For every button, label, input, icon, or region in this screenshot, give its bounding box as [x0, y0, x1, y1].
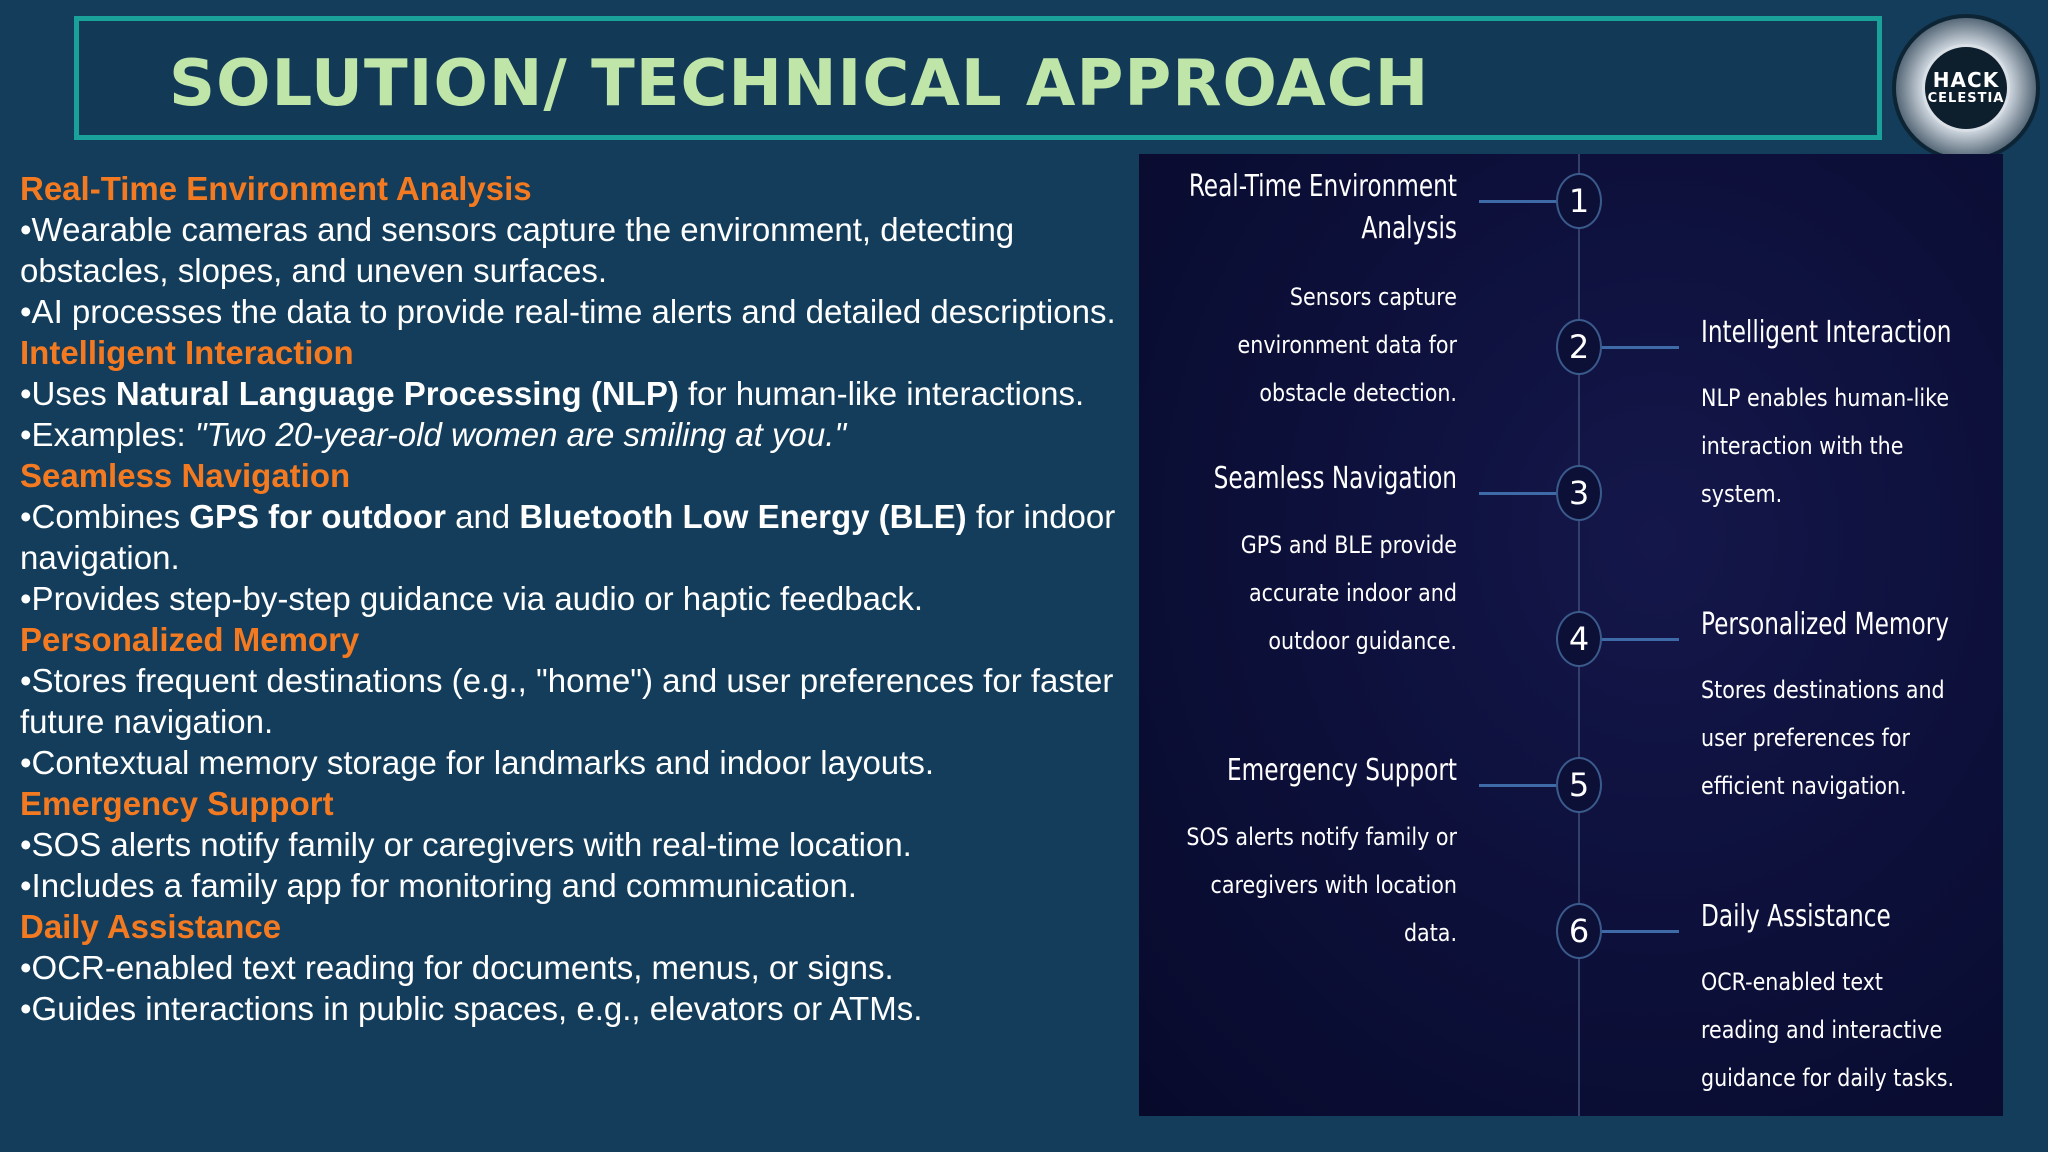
timeline-step-number: 4: [1556, 611, 1602, 667]
timeline-step-description: NLP enables human-like interaction with the system.: [1701, 384, 1950, 508]
timeline-step-number: 2: [1556, 319, 1602, 375]
timeline-step-number: 5: [1556, 757, 1602, 813]
logo-text-line2: CELESTIA: [1927, 91, 2005, 106]
timeline-step-number: 3: [1556, 465, 1602, 521]
section-bullet: •Provides step-by-step guidance via audio or haptic feedback.: [20, 580, 924, 617]
timeline-connector: [1479, 492, 1556, 495]
section-bullet: •Guides interactions in public spaces, e.g., elevators or ATMs.: [20, 990, 923, 1027]
timeline-step-number: 1: [1556, 173, 1602, 229]
page-title: SOLUTION/ TECHNICAL APPROACH: [169, 47, 1430, 121]
timeline-connector: [1602, 346, 1679, 349]
section-bullet: •SOS alerts notify family or caregivers with real-time location.: [20, 826, 912, 863]
section-heading: Emergency Support: [20, 785, 334, 822]
timeline-panel: [1139, 154, 2003, 1116]
section-bullet: •Combines GPS for outdoor and Bluetooth Low Energy (BLE) for indoor navigation.: [20, 498, 1116, 576]
section-bullet: •Contextual memory storage for landmarks and indoor layouts.: [20, 744, 934, 781]
title-banner: [74, 16, 1882, 140]
logo-text-line1: HACK: [1932, 68, 2000, 92]
logo-badge: [1922, 44, 2010, 132]
timeline-connector: [1479, 200, 1556, 203]
timeline-step-description: Stores destinations and user preferences for efficient navigation.: [1701, 676, 1945, 800]
section-bullet: •OCR-enabled text reading for documents, menus, or signs.: [20, 949, 894, 986]
section-heading: Seamless Navigation: [20, 457, 351, 494]
timeline-step-title: Daily Assistance: [1701, 899, 1891, 934]
feature-list: [20, 168, 1130, 1029]
timeline-connector: [1602, 638, 1679, 641]
timeline-connector: [1479, 784, 1556, 787]
section-bullet: •Examples: "Two 20-year-old women are smiling at you.": [20, 416, 847, 453]
timeline-step-title: Seamless Navigation: [1213, 461, 1457, 496]
section-heading: Daily Assistance: [20, 908, 282, 945]
timeline-step-description: Sensors capture environment data for obstacle detection.: [1237, 283, 1457, 407]
timeline-step-title: Personalized Memory: [1701, 607, 1950, 642]
section-bullet: •Wearable cameras and sensors capture the environment, detecting obstacles, slopes, and uneven surfaces.: [20, 211, 1015, 289]
timeline-step-title: Emergency Support: [1226, 753, 1457, 788]
timeline-connector: [1602, 930, 1679, 933]
section-heading: Intelligent Interaction: [20, 334, 354, 371]
section-bullet: •Includes a family app for monitoring and communication.: [20, 867, 857, 904]
timeline-step-description: OCR-enabled text reading and interactive guidance for daily tasks.: [1701, 968, 1955, 1092]
section-heading: Real-Time Environment Analysis: [20, 170, 532, 207]
section-bullet: •AI processes the data to provide real-time alerts and detailed descriptions.: [20, 293, 1116, 330]
timeline-step-number: 6: [1556, 903, 1602, 959]
section-heading: Personalized Memory: [20, 621, 360, 658]
timeline-step-title: Real-Time Environment Analysis: [1188, 169, 1457, 246]
timeline-step-description: SOS alerts notify family or caregivers with location data.: [1186, 823, 1457, 947]
timeline-step-description: GPS and BLE provide accurate indoor and outdoor guidance.: [1240, 531, 1457, 655]
timeline-step-title: Intelligent Interaction: [1701, 315, 1952, 350]
section-bullet: •Uses Natural Language Processing (NLP) for human-like interactions.: [20, 375, 1085, 412]
hack-celestia-logo: [1896, 18, 2036, 158]
section-bullet: •Stores frequent destinations (e.g., "home") and user preferences for faster future navigation.: [20, 662, 1114, 740]
